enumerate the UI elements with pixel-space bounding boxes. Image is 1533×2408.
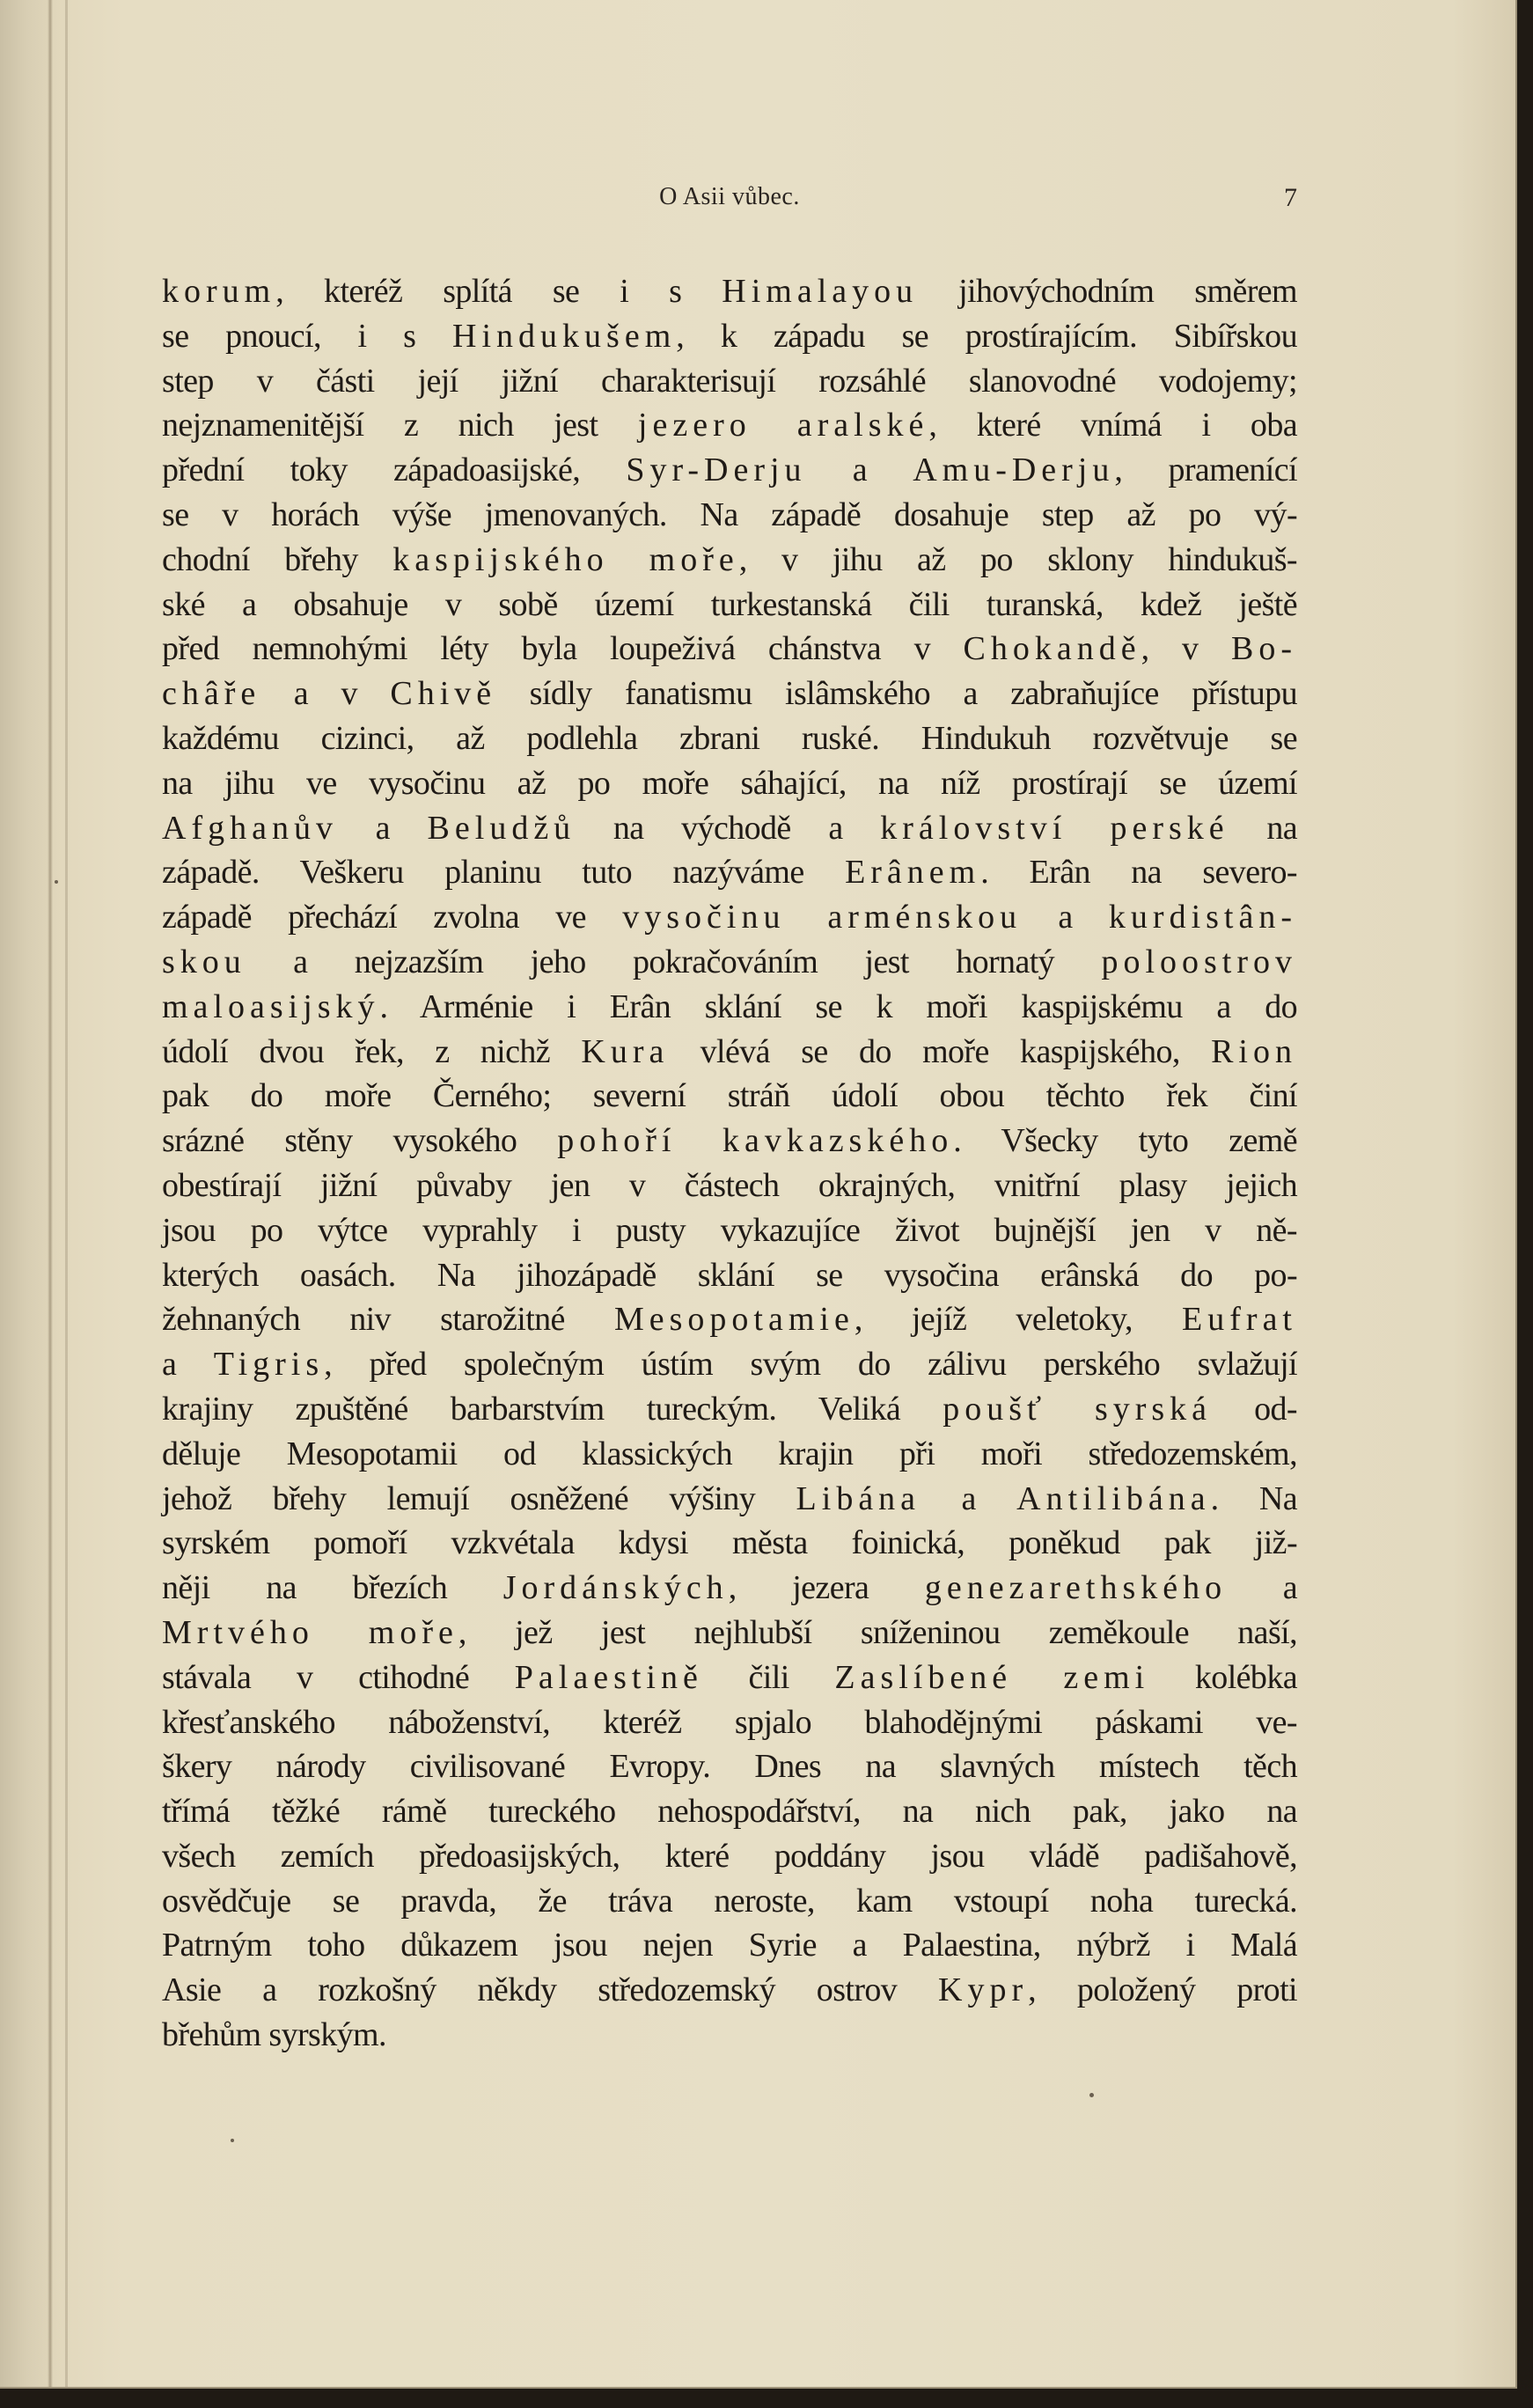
text-line (162, 895, 1297, 940)
spaced-term: Kypr (938, 1971, 1029, 2009)
paper-speck (55, 880, 58, 884)
text-line (162, 850, 1297, 895)
text-run: , v jihu až po sklony hindukuš- (738, 540, 1297, 578)
text-line (162, 672, 1297, 716)
spaced-term: poloostrov (1101, 943, 1297, 980)
text-line (162, 1611, 1297, 1656)
text-line (162, 1119, 1297, 1164)
text-run: žehnaných niv starožitné (162, 1301, 614, 1339)
text-run: kolébka (1149, 1658, 1297, 1696)
text-line (162, 269, 1297, 314)
spaced-term: království perské (880, 809, 1229, 847)
text-run: sídly fanatismu islâmského a zabraňujíce přístupu (496, 675, 1297, 713)
text-run: Patrným toho důkazem jsou nejen Syrie a Palaestina, nýbrž i Malá (162, 1927, 1297, 1964)
text-run: osvědčuje se pravda, že tráva neroste, kam vstoupí noha turecká. (162, 1882, 1297, 1920)
text-run: . Všecky tyto země (953, 1122, 1297, 1160)
text-run: chodní břehy (162, 540, 393, 578)
text-run: . Arménie i Erân sklání se k moři kaspijskému a do (379, 987, 1297, 1025)
text-line (162, 716, 1297, 761)
spaced-term: châře (162, 675, 261, 713)
text-line (162, 1477, 1297, 1522)
spaced-term: Erânem (845, 854, 981, 892)
text-run: na (1229, 809, 1297, 847)
spaced-term: Himalayou (722, 273, 919, 310)
text-run: a (921, 1479, 1017, 1517)
spaced-term: Chivě (390, 675, 497, 713)
binding-gutter-edge (65, 0, 68, 2387)
text-line (162, 1744, 1297, 1789)
text-line (162, 2013, 1297, 2058)
text-line (162, 314, 1297, 359)
spaced-term: Antilibána (1016, 1479, 1211, 1517)
text-run: syrském pomoří vzkvétala kdysi města foinická, poněkud pak již- (162, 1524, 1297, 1562)
text-run: , v (1141, 630, 1231, 668)
running-header (162, 183, 1297, 222)
spaced-term: kaspijského moře (392, 540, 739, 578)
text-line (162, 1968, 1297, 2013)
text-line (162, 1700, 1297, 1745)
text-run: na jihu ve vysočinu až po moře sáhající, na níž prostírají se území (162, 764, 1297, 802)
spaced-term: maloasijský (162, 987, 380, 1025)
text-line (162, 627, 1297, 672)
text-run: a (337, 809, 428, 847)
text-line (162, 1208, 1297, 1253)
text-run: , jejíž veletoky, (854, 1301, 1183, 1339)
text-run: křesťanského náboženství, kteréž spjalo blahodějnými páskami ve- (162, 1703, 1297, 1741)
spaced-term: Afghanův (162, 809, 338, 847)
text-run: západě přechází zvolna ve (162, 899, 623, 936)
spaced-term: Rion (1211, 1032, 1297, 1070)
text-run: se v horách výše jmenovaných. Na západě dosahuje step až po vý- (162, 496, 1297, 533)
spaced-term: Zaslíbené zemi (834, 1658, 1150, 1696)
text-run: se pnoucí, i s (162, 317, 453, 355)
text-run: a v (260, 675, 391, 713)
spaced-term: Libána (796, 1479, 921, 1517)
text-run: na východě a (576, 809, 881, 847)
text-run: od- (1212, 1390, 1297, 1428)
text-line (162, 940, 1297, 985)
text-line (162, 1253, 1297, 1298)
text-run: a (162, 1346, 214, 1384)
running-title: O Asii vůbec. (659, 183, 800, 210)
text-run: , položený proti (1028, 1971, 1297, 2009)
text-run: západě. Veškeru planinu tuto nazýváme (162, 854, 846, 892)
text-run: step v části její jižní charakterisují rozsáhlé slanovodné vodojemy; (162, 362, 1297, 400)
spaced-term: jezero aralské (637, 407, 929, 444)
text-run: břehům syrským. (162, 2016, 386, 2054)
page-number: 7 (1284, 183, 1297, 212)
text-line (162, 1030, 1297, 1075)
text-run: něji na březích (162, 1569, 503, 1607)
text-line (162, 1789, 1297, 1834)
spaced-term: kurdistân- (1108, 899, 1297, 936)
text-run: , kteréž splítá se i s (275, 273, 722, 310)
spaced-term: Tigris (213, 1346, 325, 1384)
text-run: ské a obsahuje v sobě území turkestanská čili turanská, kdež ještě (162, 585, 1297, 623)
text-line (162, 1879, 1297, 1924)
text-run: , pramenící (1114, 452, 1297, 489)
text-run: , jež jest nejhlubší sníženinou zeměkoule naší, (458, 1613, 1297, 1651)
spaced-term: Mesopotamie (613, 1301, 855, 1339)
text-run: škery národy civilisované Evropy. Dnes na slavných místech těch (162, 1748, 1297, 1786)
text-line (162, 493, 1297, 538)
text-line (162, 1834, 1297, 1879)
text-line (162, 1566, 1297, 1611)
text-run: obestírají jižní půvaby jen v částech okrajných, vnitřní plasy jejich (162, 1166, 1297, 1204)
spaced-term: Bo- (1231, 630, 1297, 668)
spaced-term: pohoří kavkazského (557, 1122, 954, 1160)
text-run: a nejzazším jeho pokračováním jest hornatý (246, 943, 1102, 980)
body-text (162, 269, 1297, 2058)
text-run: , které vnímá i oba (928, 407, 1297, 444)
spaced-term: Amu-Derju (913, 452, 1115, 489)
text-line (162, 1656, 1297, 1700)
text-run: pak do moře Černého; severní stráň údolí obou těchto řek činí (162, 1077, 1297, 1115)
spaced-term: vysočinu arménskou (622, 899, 1023, 936)
text-run: , k západu se prostírajícím. Sibířskou (676, 317, 1297, 355)
text-line (162, 761, 1297, 806)
text-run: děluje Mesopotamii od klassických krajin při moři středozemském, (162, 1435, 1297, 1472)
text-line (162, 1074, 1297, 1119)
text-run: jehož břehy lemují osněžené výšiny (162, 1479, 796, 1517)
text-run: přední toky západoasijské, (162, 452, 627, 489)
text-run: kterých oasách. Na jihozápadě sklání se vysočina erânská do po- (162, 1256, 1297, 1294)
spaced-term: Palaestině (514, 1658, 703, 1696)
spaced-term: Syr-Derju (626, 452, 807, 489)
text-run: Asie a rozkošný někdy středozemský ostrov (162, 1971, 939, 2009)
text-line (162, 1923, 1297, 1968)
text-run: jsou po výtce vyprahly i pusty vykazujíce život bujnější jen v ně- (162, 1211, 1297, 1249)
binding-gutter (48, 0, 53, 2387)
spaced-term: Hindukušem (452, 317, 677, 355)
paper-speck (1089, 2093, 1094, 2097)
paper-speck (231, 2139, 234, 2142)
text-run: a (1227, 1569, 1297, 1607)
text-run: stávala v ctihodné (162, 1658, 515, 1696)
text-line (162, 403, 1297, 448)
spaced-term: Mrtvého moře (162, 1613, 458, 1651)
text-line (162, 538, 1297, 583)
text-run: údolí dvou řek, z nichž (162, 1032, 582, 1070)
text-line (162, 1521, 1297, 1566)
text-line (162, 1342, 1297, 1387)
spaced-term: korum (162, 273, 276, 310)
text-run: třímá těžké rámě tureckého nehospodářství, na nich pak, jako na (162, 1793, 1297, 1831)
text-line (162, 1297, 1297, 1342)
spaced-term: Jordánských (502, 1569, 729, 1607)
spaced-term: skou (162, 943, 246, 980)
text-run: každému cizinci, až podlehla zbrani ruské. Hindukuh rozvětvuje se (162, 719, 1297, 757)
text-run: před nemnohými léty byla loupeživá chánstva v (162, 630, 964, 668)
text-line (162, 583, 1297, 628)
text-line (162, 1164, 1297, 1208)
text-run: . Erân na severo- (980, 854, 1297, 892)
text-run: čili (702, 1658, 835, 1696)
text-line (162, 1432, 1297, 1477)
text-run: všech zemích předoasijských, které poddány jsou vládě padišahově, (162, 1837, 1297, 1875)
text-line (162, 1387, 1297, 1432)
text-run: jihovýchodním směrem (918, 273, 1297, 310)
text-run: vlévá se do moře kaspijského, (669, 1032, 1212, 1070)
spaced-term: Eufrat (1182, 1301, 1297, 1339)
text-run: . Na (1210, 1479, 1297, 1517)
text-run: a (806, 452, 913, 489)
text-run: , před společným ústím svým do zálivu perského svlažují (324, 1346, 1298, 1384)
spaced-term: genezarethského (924, 1569, 1228, 1607)
text-run: nejznamenitější z nich jest (162, 407, 638, 444)
spaced-term: Kura (581, 1032, 670, 1070)
text-line (162, 448, 1297, 493)
text-line (162, 985, 1297, 1030)
text-run: srázné stěny vysokého (162, 1122, 558, 1160)
text-line (162, 359, 1297, 404)
text-run: , jezera (728, 1569, 925, 1607)
text-run: krajiny zpuštěné barbarstvím tureckým. Veliká (162, 1390, 943, 1428)
text-run: a (1022, 899, 1109, 936)
spaced-term: Beludžů (427, 809, 576, 847)
spaced-term: Chokandě (963, 630, 1141, 668)
spaced-term: poušť syrská (943, 1390, 1213, 1428)
text-line (162, 806, 1297, 851)
